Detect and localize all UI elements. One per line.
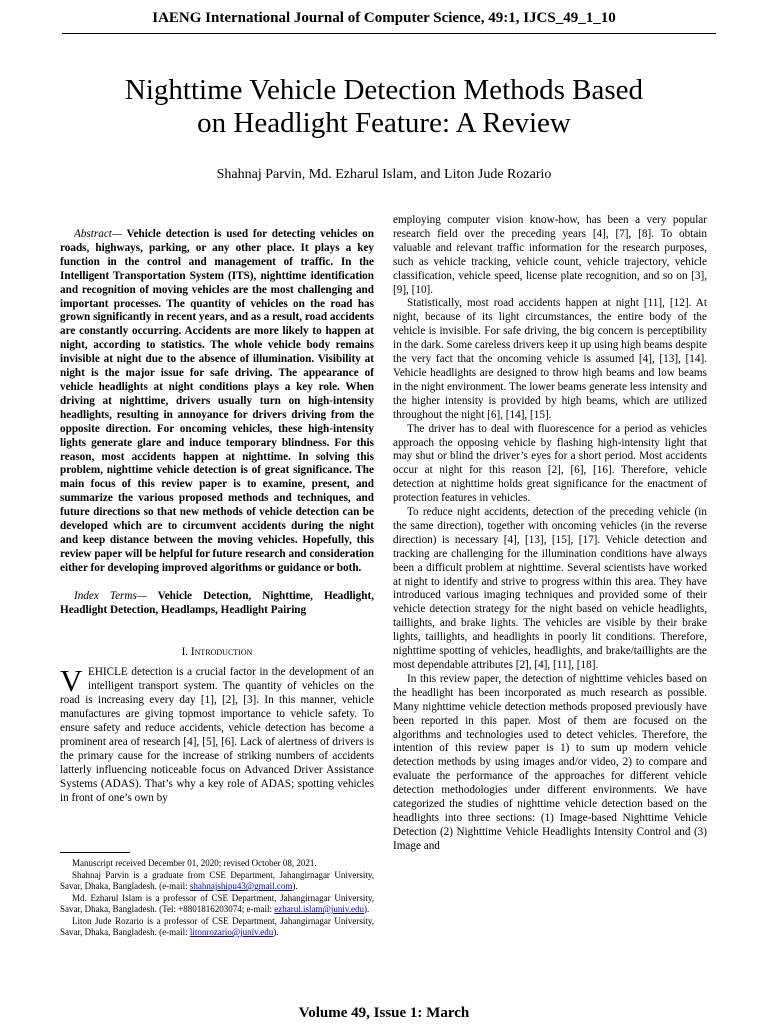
- body-paragraph-3: The driver has to deal with fluorescence for a period as vehicles approach the opposing vehicle by flashing high-intensity light that may shut or blind the driver’s eyes for a short period. Most accidents occur at night for this reason [2], [6], [16]. Therefore, vehicle detection at nighttime holds great significance for the enactment of protection features in vehicles.: [393, 422, 707, 505]
- volume-footer: Volume 49, Issue 1: March: [298, 1005, 470, 1021]
- section-title: Introduction: [190, 646, 253, 659]
- email-link-1[interactable]: shahnajshipu43@gmail.com: [189, 881, 293, 891]
- index-terms-label: Index Terms—: [74, 589, 147, 602]
- author-list: Shahnaj Parvin, Md. Ezharul Islam, and Liton Jude Rozario: [216, 167, 552, 182]
- title-line-1: Nighttime Vehicle Detection Methods Based: [124, 74, 644, 106]
- footnote-divider: [60, 852, 130, 853]
- abstract: [60, 228, 374, 576]
- footnote-author-1-close: ).: [292, 881, 298, 891]
- footnote-author-1: [60, 870, 374, 892]
- footnotes: [60, 858, 374, 938]
- body-paragraph-5: In this review paper, the detection of nighttime vehicles based on the headlight has been incorporated as much research as possible. Many nighttime vehicle detection methods proposed previously have been reported in this paper. Most of them are focused on the algorithms and technologies used to detect vehicles. Therefore, the intention of this review paper is 1) to sum up modern vehicle detection methods by using images and/or video, 2) to compare and evaluate the performance of the approaches for different vehicle detection methodologies under different environments. We have categorized the studies of nighttime vehicle detection based on the headlights into three sections: (1) Image-based Nighttime Vehicle Detection (2) Nighttime Vehicle Headlights Intensity Control and (3) Image and: [393, 672, 707, 852]
- section-number: I.: [181, 646, 191, 659]
- intro-paragraph: [60, 663, 374, 805]
- footnote-author-2: [60, 893, 374, 915]
- intro-lead-word: EHICLE: [88, 666, 128, 679]
- right-column: [393, 214, 707, 854]
- left-column: [60, 228, 374, 805]
- email-link-2[interactable]: ezharul.islam@juniv.edu: [274, 904, 364, 914]
- footnote-author-3-close: ).: [273, 927, 279, 937]
- index-terms-text: Vehicle Detection, Nighttime, Headlight, Headlight Detection, Headlamps, Headlight Pairing: [60, 589, 374, 616]
- email-link-3[interactable]: litonrozario@juniv.edu: [189, 927, 274, 937]
- footnote-author-3: [60, 916, 374, 938]
- body-paragraph-2: Statistically, most road accidents happen at night [11], [12]. At night, because of its light circumstances, the entire body of the vehicle is invisible. For safe driving, the big concern is perceptibility in the dark. Some careless drivers keep it up using high beams despite the very fact that the oncoming vehicle is assumed [4], [13], [14]. Vehicle headlights are designed to throw high beams and low beams in the night environment. The lower beams generate less intensity and the higher intensity is provided by high beams, which are utilized throughout the night [6], [14], [15].: [393, 297, 707, 421]
- abstract-text: Vehicle detection is used for detecting vehicles on roads, highways, parking, or any other place. It plays a key function in the control and management of traffic. In the Intelligent Transportation System (ITS), nighttime identification and recognition of moving vehicles are the most challenging and important processes. The quantity of vehicles on the road has grown significantly in recent years, and as a result, road accidents are constantly occurring. Accidents are more likely to happen at night, according to statistics. The whole vehicle body remains invisible at night due to the absence of illumination. Visibility at night is the major issue for safe driving. The appearance of vehicle headlights at night conditions plays a key role. When driving at nighttime, drivers usually turn on high-intensity headlights, resulting in annoyance for drivers driving from the opposite direction. For oncoming vehicles, these high-intensity lights generate glare and induce temporary blindness. For this reason, most accidents happen at nighttime. In solving this problem, nighttime vehicle detection is of great significance. The main focus of this review paper is to examine, present, and summarize the various proposed methods and techniques, and future directions so that new methods of vehicle detection can be developed which are to circumvent accidents during the night and keep distance between the moving vehicles. Hopefully, this review paper will be helpful for future research and consideration either for developing improved algorithms or guidance or both.: [60, 228, 374, 574]
- header-divider: [62, 33, 716, 34]
- intro-text: detection is a crucial factor in the development of an intelligent transport system. The quantity of vehicles on the road is increasing every day [1], [2], [3]. In this manner, vehicle manufactures are giving topmost importance to vehicle safety. To ensure safety and reduce accidents, vehicle detection has become a prominent area of research [4], [5], [6]. Lack of alertness of drivers is the primary cause for the increase of striking numbers of accidents latterly influencing noticeable focus on Advanced Driver Assistance Systems (ADAS). That’s why a key role of ADAS; spotting vehicles in front of one’s own by: [60, 666, 374, 804]
- footnote-author-2-close: ).: [363, 904, 370, 914]
- body-paragraph-4: To reduce night accidents, detection of the preceding vehicle (in the same direction), together with oncoming vehicles (in the reverse direction) is necessary [4], [13], [15], [17]. Vehicle detection and tracking are challenging for the illumination conditions have always been a difficult problem at nighttime. Several scientists have worked at night to identify and strive to progress within this area. They have introduced various imaging techniques and provided some of their vehicle detection strategy for the night based on vehicle headlights, taillights, and brake lights. The vehicles are visible by their brake lights, taillights, and headlights in poorly lit conditions. Therefore, nighttime spotting of vehicles, headlights, and brake/taillights are the most dependable attributes [2], [4], [11], [18].: [393, 506, 707, 671]
- footnote-author-2-text: Md. Ezharul Islam is a professor of CSE Department, Jahangirnagar University, Savar, Dhaka, Bangladesh. (Tel: +8801816203074; e-mail:: [60, 893, 374, 914]
- title-line-2: on Headlight Feature: A Review: [197, 107, 571, 139]
- footnote-author-3-text: Liton Jude Rozario is a professor of CSE Department, Jahangirnagar University, Savar, Dhaka, Bangladesh. (e-mail:: [60, 916, 374, 937]
- drop-cap: V: [60, 663, 83, 699]
- abstract-label: Abstract—: [74, 228, 122, 240]
- section-heading-introduction: [60, 646, 374, 660]
- body-paragraph-1: employing computer vision know-how, has been a very popular research field over the preceding years [4], [7], [8]. To obtain valuable and relevant traffic information for the research purposes, such as vehicle tracking, vehicle count, vehicle trajectory, vehicle classification, vehicle speed, license plate recognition, and so on [3], [9], [10].: [393, 214, 707, 296]
- footnote-received: Manuscript received December 01, 2020; revised October 08, 2021.: [72, 858, 317, 868]
- journal-header: IAENG International Journal of Computer Science, 49:1, IJCS_49_1_10: [152, 10, 616, 26]
- paper-title: [0, 74, 768, 140]
- footnote-author-1-text: Shahnaj Parvin is a graduate from CSE Department, Jahangirnagar University, Savar, Dhaka, Bangladesh. (e-mail:: [60, 870, 374, 891]
- index-terms: [60, 590, 374, 618]
